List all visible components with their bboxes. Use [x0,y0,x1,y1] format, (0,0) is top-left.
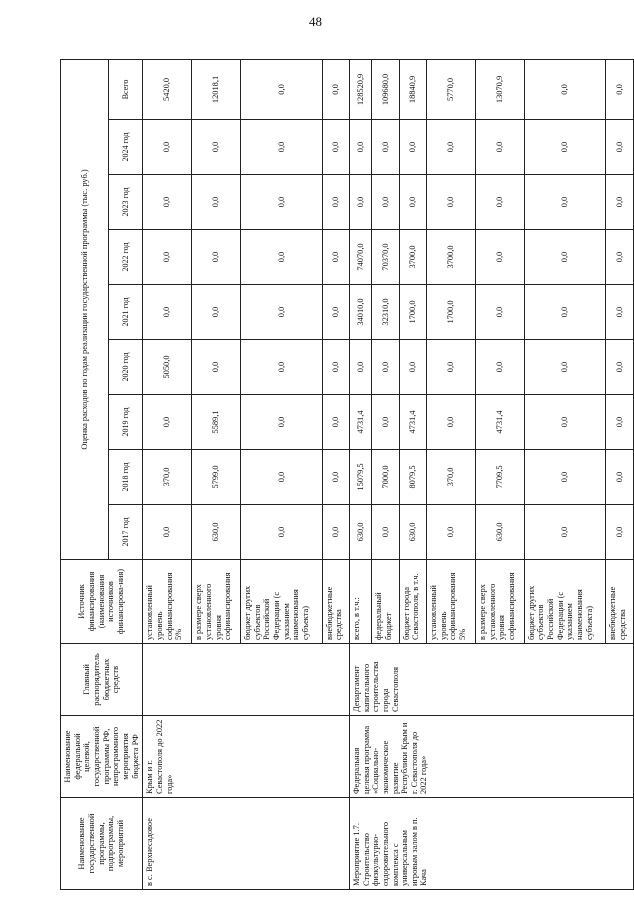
cell-value: 0,0 [524,230,605,285]
header-year: 2024 год [109,120,143,175]
cell-value: 0,0 [241,340,322,395]
header-year: 2018 год [109,450,143,505]
cell-value: 0,0 [399,175,426,230]
header-total: Всего [109,59,143,119]
cell-value: 0,0 [192,285,241,340]
cell-value: 4731,4 [475,395,524,450]
cell-value: 0,0 [372,505,399,560]
cell-value: 32310,0 [372,285,399,340]
cell-value: 0,0 [524,285,605,340]
cell-source: установленный уровень софинансирования 5% [426,560,475,644]
cell-value: 0,0 [475,120,524,175]
cell-source: внебюджетные средства [322,560,349,644]
cell-fed-program: Федеральная целевая программа «Социально-экономическое развитие Республики Крым и г. Севастополя до 2022 года» [349,716,633,798]
cell-value: 0,0 [322,285,349,340]
cell-value: 4731,4 [399,395,426,450]
cell-value: 0,0 [241,175,322,230]
cell-value: 0,0 [241,230,322,285]
cell-value: 630,0 [399,505,426,560]
cell-value: 0,0 [241,450,322,505]
cell-total: 5770,0 [426,59,475,119]
cell-value: 1700,0 [399,285,426,340]
table-row [143,59,192,889]
cell-value: 0,0 [192,230,241,285]
cell-value: 0,0 [524,340,605,395]
cell-value: 0,0 [524,505,605,560]
cell-value: 0,0 [322,340,349,395]
cell-value: 0,0 [606,505,633,560]
cell-total: 0,0 [606,59,633,119]
cell-value: 0,0 [606,285,633,340]
cell-value: 0,0 [475,230,524,285]
cell-value: 74070,0 [349,230,371,285]
cell-value: 0,0 [143,175,192,230]
cell-value: 4731,4 [349,395,371,450]
cell-value: 0,0 [241,505,322,560]
cell-value: 3700,0 [426,230,475,285]
cell-value: 0,0 [349,120,371,175]
cell-value: 0,0 [192,340,241,395]
rotated-table-container [60,60,627,890]
cell-value: 70370,0 [372,230,399,285]
cell-value: 0,0 [524,175,605,230]
cell-total: 128520,9 [349,59,371,119]
cell-value: 0,0 [524,395,605,450]
cell-source: бюджет города Севастополя, в т.ч. [399,560,426,644]
cell-manager: Департамент капитального строительства города Севастополя [349,644,633,716]
cell-value: 0,0 [399,340,426,395]
header-year: 2023 год [109,175,143,230]
cell-fed-program: Крым и г. Севастополя до 2022 года» [143,716,350,798]
header-name: Наименование государственной программы, подпрограммы, мероприятий [61,798,143,890]
cell-value: 0,0 [606,230,633,285]
cell-value: 370,0 [426,450,475,505]
header-year: 2022 год [109,230,143,285]
cell-total: 0,0 [241,59,322,119]
cell-value: 7709,5 [475,450,524,505]
cell-source: в размере сверх установленного уровня софинансирования [192,560,241,644]
cell-value: 0,0 [606,340,633,395]
cell-value: 0,0 [475,285,524,340]
cell-name: Мероприятие 1.7. Строительство физкультурно-оздоровительного комплекса с универсальным игровым залом в п. Кача [349,798,633,890]
page-number: 48 [309,14,322,29]
cell-value: 0,0 [143,505,192,560]
table-row [349,59,371,889]
cell-value: 0,0 [399,120,426,175]
header-source: Источник финансирования (наименования источников финансирова-ния) [61,560,143,644]
cell-value: 0,0 [606,120,633,175]
cell-manager [143,644,350,716]
cell-value: 0,0 [426,120,475,175]
cell-value: 0,0 [322,505,349,560]
cell-value: 0,0 [322,450,349,505]
cell-source: в размере сверх установленного уровня софинансирования [475,560,524,644]
header-estimate: Оценка расходов по годам реализации государственной программы (тыс. руб.) [61,59,109,559]
cell-source: бюджет других субъектов Российской Федерации (с указанием наименования субъекта) [524,560,605,644]
cell-total: 13070,9 [475,59,524,119]
cell-value: 0,0 [372,340,399,395]
cell-source: бюджет других субъектов Российской Федерации (с указанием наименования субъекта) [241,560,322,644]
header-year: 2021 год [109,285,143,340]
cell-value: 0,0 [426,395,475,450]
header-year: 2017 год [109,505,143,560]
cell-source: федеральный бюджет [372,560,399,644]
cell-value: 630,0 [475,505,524,560]
cell-value: 370,0 [143,450,192,505]
cell-value: 0,0 [426,175,475,230]
cell-value: 0,0 [192,120,241,175]
cell-name: в с. Верхнесадовое [143,798,350,890]
cell-value: 0,0 [426,505,475,560]
cell-value: 0,0 [241,395,322,450]
cell-value: 0,0 [143,285,192,340]
financing-table [60,59,634,890]
cell-value: 0,0 [143,395,192,450]
cell-value: 0,0 [475,340,524,395]
cell-value: 0,0 [372,120,399,175]
header-row-top [61,59,109,889]
cell-value: 0,0 [322,230,349,285]
cell-value: 0,0 [143,230,192,285]
cell-value: 0,0 [322,395,349,450]
cell-value: 0,0 [426,340,475,395]
cell-value: 3700,0 [399,230,426,285]
cell-value: 630,0 [192,505,241,560]
cell-value: 7000,0 [372,450,399,505]
cell-total: 0,0 [524,59,605,119]
cell-value: 0,0 [606,395,633,450]
cell-value: 0,0 [524,120,605,175]
cell-value: 0,0 [322,120,349,175]
cell-value: 5589,1 [192,395,241,450]
cell-total: 0,0 [322,59,349,119]
cell-value: 34010,0 [349,285,371,340]
cell-value: 5799,0 [192,450,241,505]
cell-value: 0,0 [143,120,192,175]
cell-value: 15079,5 [349,450,371,505]
cell-value: 0,0 [606,450,633,505]
cell-value: 0,0 [372,175,399,230]
cell-total: 12018,1 [192,59,241,119]
cell-total: 109680,0 [372,59,399,119]
cell-value: 0,0 [524,450,605,505]
cell-value: 0,0 [372,395,399,450]
cell-source: установленный уровень софинансирования 5% [143,560,192,644]
cell-value: 0,0 [241,285,322,340]
cell-value: 0,0 [349,340,371,395]
cell-source: всего, в т.ч.: [349,560,371,644]
cell-value: 0,0 [475,175,524,230]
cell-value: 0,0 [192,175,241,230]
cell-total: 5420,0 [143,59,192,119]
cell-total: 18840,9 [399,59,426,119]
cell-value: 1700,0 [426,285,475,340]
cell-value: 0,0 [606,175,633,230]
header-manager: Главный распорядитель бюджетных средств [61,644,143,716]
cell-value: 630,0 [349,505,371,560]
cell-value: 8079,5 [399,450,426,505]
header-year: 2019 год [109,395,143,450]
cell-value: 5050,0 [143,340,192,395]
header-fed-program: Наименование федеральной целевой, государственной программы РФ, непрограммного мероприятия бюджета РФ [61,716,143,798]
cell-value: 0,0 [241,120,322,175]
cell-value: 0,0 [349,175,371,230]
cell-value: 0,0 [322,175,349,230]
header-year: 2020 год [109,340,143,395]
cell-source: внебюджетные средства [606,560,633,644]
